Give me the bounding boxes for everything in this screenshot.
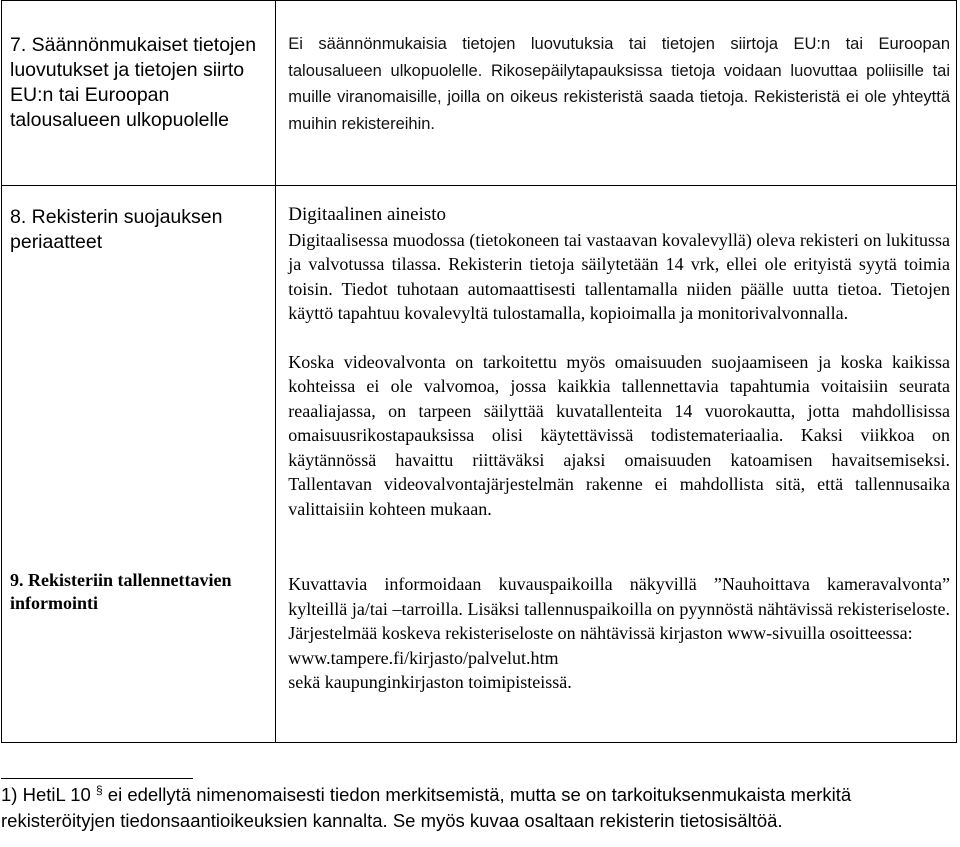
row9-label: 9. Rekisteriin tallennettavien informointi: [10, 570, 232, 613]
register-table: [1, 0, 957, 743]
row9-label-cell: [2, 566, 276, 743]
table-row: [2, 566, 957, 743]
footnote-lead: 1) HetiL 10: [1, 784, 91, 805]
section-sign: §: [95, 782, 103, 797]
footnote-text: ei edellytä nimenomaisesti tiedon merkitsemistä, mutta se on tarkoituksenmukaista merkitä rekisteröityjen tiedonsaantioikeuksien kannalta. Se myös kuvaa osaltaan rekisterin tietosisältöä.: [1, 784, 852, 831]
row7-content: Ei säännönmukaisia tietojen luovutuksia tai tietojen siirtoja EU:n tai Euroopan talousalueen ulkopuolelle. Rikosepäilytapauksissa tietoja voidaan luovuttaa poliisille tai muille viranomaisille, joilla on oikeus rekisteristä saada tietoja. Rekisteristä ei ole yhteyttä muihin rekistereihin.: [288, 35, 950, 133]
table-row: [2, 186, 957, 567]
row8-paragraph-1: Digitaalisessa muodossa (tietokoneen tai vastaavan kovalevyllä) oleva rekisteri on lukitussa ja valvotussa tilassa. Rekisterin tietoja säilytetään 14 vrk, ellei ole erityistä syytä toimia toisin. Tiedot tuhotaan automaattisesti tallentamalla niiden päälle uutta tietoa. Tietojen käyttö tapahtuu kovalevyltä tulostamalla, kopioimalla ja monitorivalvonnalla.: [288, 229, 950, 323]
row7-label-cell: [2, 1, 276, 186]
row9-last-line: sekä kaupunginkirjaston toimipisteissä.: [288, 672, 572, 692]
footnote: [1, 782, 957, 834]
row8-label: 8. Rekisterin suojauksen periaatteet: [10, 206, 223, 253]
row8-paragraph-2: Koska videovalvonta on tarkoitettu myös omaisuuden suojaamiseen ja koska kaikissa kohteissa ei ole valvomoa, jossa kaikkia tallennettavia tapahtumia voitaisiin seurata reaaliajassa, on tarpeen säilyttää kuvatallenteita 14 vuorokautta, jotta mahdollisissa omaisuusrikostapauksissa olisi käytettävissä todistemateriaalia. Kaksi viikkoa on käytännössä havaittu riittäväksi ajaksi omaisuuden katoamisen havaitsemiseksi. Tallentavan videovalvontajärjestelmän rakenne ei mahdollista sitä, että tallennusaika valittaisiin kohteen mukaan.: [288, 351, 950, 519]
table-row: [2, 1, 957, 186]
row8-label-cell: [2, 186, 276, 567]
row9-paragraph: Kuvattavia informoidaan kuvauspaikoilla näkyvillä ”Nauhoittava kameravalvonta” kylteillä ja/tai –tarroilla. Lisäksi tallennuspaikoilla on pyynnöstä nähtävissä rekisteriseloste. Järjestelmää koskeva rekisteriseloste on nähtävissä kirjaston www-sivuilla osoitteessa:: [288, 574, 950, 643]
library-url: www.tampere.fi/kirjasto/palvelut.htm: [288, 647, 559, 668]
row9-content-cell: [276, 566, 957, 743]
row7-label: 7. Säännönmukaiset tietojen luovutukset ja tietojen siirto EU:n tai Euroopan talousalueen ulkopuolelle: [10, 34, 257, 131]
footnote-divider: [1, 778, 193, 779]
row8-content-cell: [276, 186, 957, 567]
row7-content-cell: [276, 1, 957, 186]
row8-heading: Digitaalinen aineisto: [288, 204, 447, 225]
